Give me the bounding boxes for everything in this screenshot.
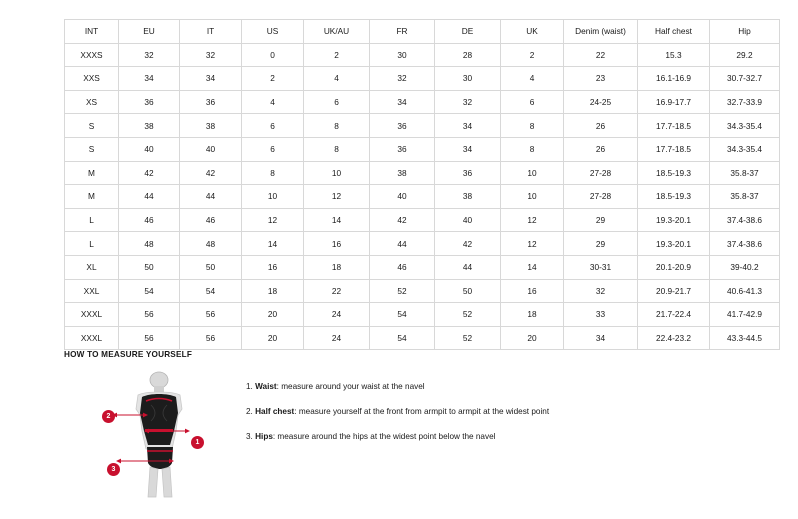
column-header-uk-au: UK/AU: [304, 20, 370, 44]
cell-uk: 18: [501, 303, 564, 327]
how-to-measure-section: [64, 350, 764, 501]
mannequin-icon: [102, 371, 222, 501]
cell-half-chest: 16.9-17.7: [638, 90, 710, 114]
measure-instructions: [246, 371, 549, 456]
cell-eu: 36: [119, 90, 180, 114]
table-row: [65, 67, 780, 91]
cell-de: 52: [435, 326, 501, 350]
cell-eu: 42: [119, 161, 180, 185]
cell-fr: 44: [370, 232, 435, 256]
cell-int: XXXL: [65, 326, 119, 350]
cell-de: 32: [435, 90, 501, 114]
cell-hip: 32.7-33.9: [710, 90, 780, 114]
cell-us: 6: [242, 114, 304, 138]
cell-us: 8: [242, 161, 304, 185]
cell-hip: 30.7-32.7: [710, 67, 780, 91]
cell-uk-au: 8: [304, 114, 370, 138]
table-row: [65, 232, 780, 256]
cell-half-chest: 22.4-23.2: [638, 326, 710, 350]
cell-hip: 39-40.2: [710, 255, 780, 279]
measure-note-term: Waist: [255, 382, 277, 391]
cell-fr: 40: [370, 185, 435, 209]
cell-half-chest: 21.7-22.4: [638, 303, 710, 327]
cell-int: S: [65, 137, 119, 161]
cell-half-chest: 17.7-18.5: [638, 114, 710, 138]
cell-denim-waist: 27-28: [564, 161, 638, 185]
cell-denim-waist: 23: [564, 67, 638, 91]
table-row: [65, 208, 780, 232]
cell-de: 34: [435, 137, 501, 161]
measure-badge-2: 2: [102, 410, 115, 423]
cell-denim-waist: 24-25: [564, 90, 638, 114]
cell-uk-au: 2: [304, 43, 370, 67]
cell-eu: 56: [119, 326, 180, 350]
table-row: [65, 114, 780, 138]
table-header-row: [65, 20, 780, 44]
cell-denim-waist: 26: [564, 114, 638, 138]
cell-fr: 42: [370, 208, 435, 232]
cell-hip: 43.3-44.5: [710, 326, 780, 350]
cell-us: 20: [242, 303, 304, 327]
how-to-measure-title: HOW TO MEASURE YOURSELF: [64, 350, 193, 359]
cell-uk: 4: [501, 67, 564, 91]
column-header-us: US: [242, 20, 304, 44]
measure-note-text: : measure yourself at the front from armpit to armpit at the widest point: [294, 407, 550, 416]
cell-uk: 12: [501, 232, 564, 256]
cell-fr: 30: [370, 43, 435, 67]
cell-uk-au: 16: [304, 232, 370, 256]
cell-eu: 44: [119, 185, 180, 209]
cell-denim-waist: 30-31: [564, 255, 638, 279]
cell-de: 42: [435, 232, 501, 256]
cell-it: 54: [180, 279, 242, 303]
cell-us: 20: [242, 326, 304, 350]
size-chart-container: [64, 19, 763, 350]
cell-half-chest: 20.9-21.7: [638, 279, 710, 303]
cell-eu: 40: [119, 137, 180, 161]
cell-eu: 48: [119, 232, 180, 256]
cell-it: 50: [180, 255, 242, 279]
cell-de: 44: [435, 255, 501, 279]
cell-eu: 38: [119, 114, 180, 138]
cell-eu: 54: [119, 279, 180, 303]
table-row: [65, 255, 780, 279]
cell-half-chest: 19.3-20.1: [638, 208, 710, 232]
cell-int: XL: [65, 255, 119, 279]
cell-de: 40: [435, 208, 501, 232]
cell-fr: 36: [370, 114, 435, 138]
cell-it: 42: [180, 161, 242, 185]
cell-uk: 14: [501, 255, 564, 279]
cell-hip: 41.7-42.9: [710, 303, 780, 327]
cell-half-chest: 17.7-18.5: [638, 137, 710, 161]
cell-half-chest: 20.1-20.9: [638, 255, 710, 279]
cell-denim-waist: 33: [564, 303, 638, 327]
cell-eu: 34: [119, 67, 180, 91]
cell-uk-au: 8: [304, 137, 370, 161]
cell-uk: 2: [501, 43, 564, 67]
cell-us: 12: [242, 208, 304, 232]
column-header-denim-waist: Denim (waist): [564, 20, 638, 44]
cell-de: 28: [435, 43, 501, 67]
cell-it: 44: [180, 185, 242, 209]
cell-fr: 36: [370, 137, 435, 161]
cell-eu: 32: [119, 43, 180, 67]
measure-note-number: 1.: [246, 382, 253, 391]
column-header-hip: Hip: [710, 20, 780, 44]
measure-note-half-chest: [246, 406, 549, 417]
cell-half-chest: 19.3-20.1: [638, 232, 710, 256]
cell-half-chest: 16.1-16.9: [638, 67, 710, 91]
column-header-it: IT: [180, 20, 242, 44]
cell-de: 30: [435, 67, 501, 91]
cell-uk-au: 24: [304, 303, 370, 327]
table-row: [65, 137, 780, 161]
how-to-measure-body: [64, 371, 764, 501]
measure-note-text: : measure around your waist at the navel: [276, 382, 425, 391]
cell-fr: 54: [370, 303, 435, 327]
cell-uk: 16: [501, 279, 564, 303]
table-row: [65, 43, 780, 67]
table-row: [65, 161, 780, 185]
measure-note-term: Hips: [255, 432, 273, 441]
cell-uk-au: 18: [304, 255, 370, 279]
cell-half-chest: 15.3: [638, 43, 710, 67]
cell-it: 46: [180, 208, 242, 232]
measure-note-number: 2.: [246, 407, 253, 416]
cell-fr: 34: [370, 90, 435, 114]
measure-badge-3: 3: [107, 463, 120, 476]
cell-int: XXXS: [65, 43, 119, 67]
cell-int: S: [65, 114, 119, 138]
cell-uk: 20: [501, 326, 564, 350]
measure-badge-1: 1: [191, 436, 204, 449]
table-row: [65, 185, 780, 209]
cell-hip: 37.4-38.6: [710, 232, 780, 256]
table-header: [65, 20, 780, 44]
cell-int: XXS: [65, 67, 119, 91]
cell-uk-au: 12: [304, 185, 370, 209]
cell-hip: 34.3-35.4: [710, 137, 780, 161]
cell-us: 10: [242, 185, 304, 209]
cell-denim-waist: 29: [564, 208, 638, 232]
table-row: [65, 303, 780, 327]
cell-int: XXL: [65, 279, 119, 303]
cell-de: 50: [435, 279, 501, 303]
cell-uk: 8: [501, 114, 564, 138]
mannequin-illustration: [102, 371, 222, 501]
cell-eu: 56: [119, 303, 180, 327]
cell-us: 6: [242, 137, 304, 161]
cell-us: 14: [242, 232, 304, 256]
measure-note-text: : measure around the hips at the widest point below the navel: [272, 432, 496, 441]
cell-fr: 54: [370, 326, 435, 350]
cell-fr: 46: [370, 255, 435, 279]
cell-hip: 40.6-41.3: [710, 279, 780, 303]
size-chart-table: [64, 19, 780, 350]
cell-it: 38: [180, 114, 242, 138]
column-header-de: DE: [435, 20, 501, 44]
column-header-fr: FR: [370, 20, 435, 44]
column-header-int: INT: [65, 20, 119, 44]
cell-uk: 6: [501, 90, 564, 114]
cell-uk-au: 14: [304, 208, 370, 232]
cell-int: L: [65, 232, 119, 256]
table-row: [65, 279, 780, 303]
column-header-half-chest: Half chest: [638, 20, 710, 44]
cell-half-chest: 18.5-19.3: [638, 185, 710, 209]
cell-denim-waist: 34: [564, 326, 638, 350]
cell-denim-waist: 32: [564, 279, 638, 303]
cell-hip: 35.8-37: [710, 161, 780, 185]
cell-uk: 10: [501, 185, 564, 209]
cell-it: 56: [180, 303, 242, 327]
table-row: [65, 90, 780, 114]
cell-uk: 10: [501, 161, 564, 185]
cell-it: 34: [180, 67, 242, 91]
cell-uk-au: 6: [304, 90, 370, 114]
cell-int: XXXL: [65, 303, 119, 327]
cell-us: 2: [242, 67, 304, 91]
measure-note-number: 3.: [246, 432, 253, 441]
cell-it: 40: [180, 137, 242, 161]
cell-de: 34: [435, 114, 501, 138]
cell-denim-waist: 22: [564, 43, 638, 67]
cell-half-chest: 18.5-19.3: [638, 161, 710, 185]
measure-note-waist: [246, 381, 549, 392]
column-header-uk: UK: [501, 20, 564, 44]
cell-eu: 46: [119, 208, 180, 232]
cell-fr: 52: [370, 279, 435, 303]
cell-uk-au: 22: [304, 279, 370, 303]
cell-de: 52: [435, 303, 501, 327]
cell-us: 4: [242, 90, 304, 114]
cell-uk-au: 24: [304, 326, 370, 350]
cell-hip: 29.2: [710, 43, 780, 67]
cell-int: L: [65, 208, 119, 232]
cell-fr: 32: [370, 67, 435, 91]
cell-hip: 37.4-38.6: [710, 208, 780, 232]
table-body: [65, 43, 780, 350]
cell-de: 36: [435, 161, 501, 185]
measure-note-term: Half chest: [255, 407, 295, 416]
cell-hip: 34.3-35.4: [710, 114, 780, 138]
table-row: [65, 326, 780, 350]
cell-it: 32: [180, 43, 242, 67]
cell-it: 36: [180, 90, 242, 114]
column-header-eu: EU: [119, 20, 180, 44]
cell-us: 0: [242, 43, 304, 67]
cell-uk: 8: [501, 137, 564, 161]
cell-int: M: [65, 185, 119, 209]
cell-denim-waist: 29: [564, 232, 638, 256]
cell-uk-au: 4: [304, 67, 370, 91]
measure-note-hips: [246, 431, 549, 442]
cell-denim-waist: 27-28: [564, 185, 638, 209]
cell-it: 48: [180, 232, 242, 256]
cell-us: 18: [242, 279, 304, 303]
cell-uk: 12: [501, 208, 564, 232]
cell-int: M: [65, 161, 119, 185]
cell-uk-au: 10: [304, 161, 370, 185]
cell-de: 38: [435, 185, 501, 209]
cell-fr: 38: [370, 161, 435, 185]
cell-it: 56: [180, 326, 242, 350]
cell-eu: 50: [119, 255, 180, 279]
cell-us: 16: [242, 255, 304, 279]
cell-denim-waist: 26: [564, 137, 638, 161]
cell-hip: 35.8-37: [710, 185, 780, 209]
cell-int: XS: [65, 90, 119, 114]
